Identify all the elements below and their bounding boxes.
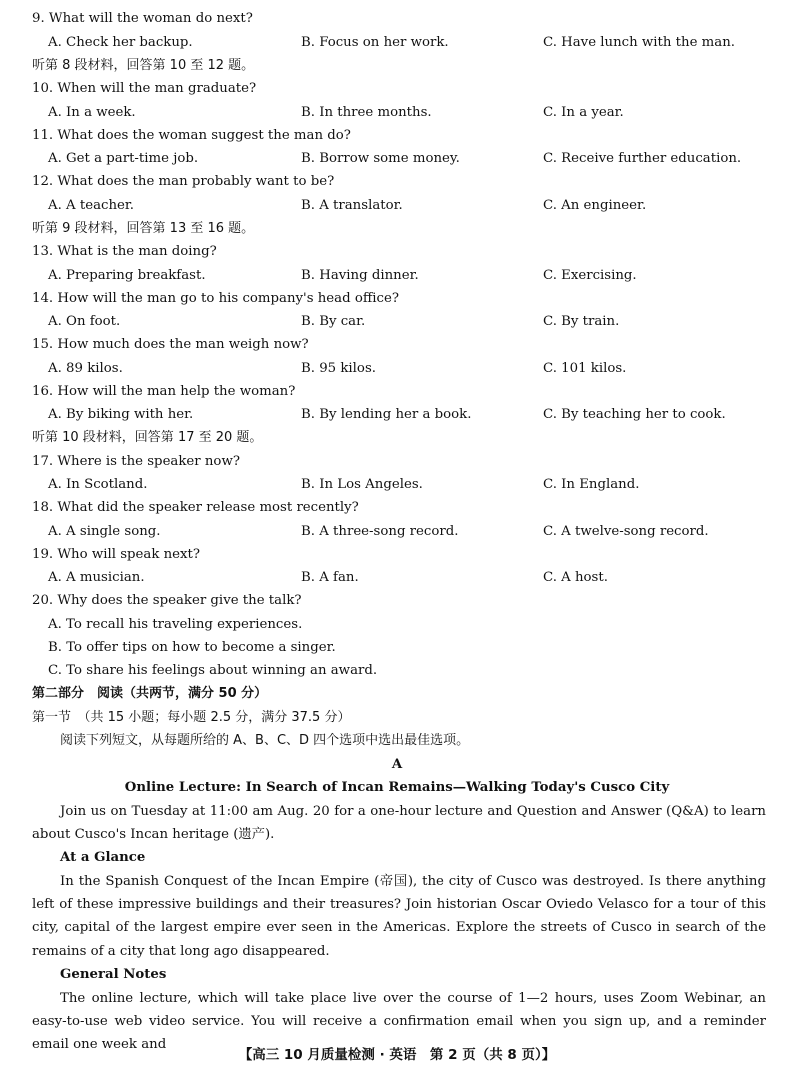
q18-option-b: B. A three-song record. [301, 524, 459, 539]
q17-option-a: A. In Scotland. [48, 477, 148, 492]
general-notes-heading: General Notes [60, 967, 167, 982]
q16-option-b: B. By lending her a book. [301, 407, 472, 422]
question-16: 16. How will the man help the woman? [32, 384, 296, 399]
q18-option-a: A. A single song. [48, 524, 161, 539]
section-one-title: 第一节 （共 15 小题；每小题 2.5 分，满分 37.5 分） [32, 710, 351, 725]
q20-option-c: C. To share his feelings about winning an award. [48, 663, 378, 678]
question-10: 10. When will the man graduate? [32, 81, 257, 96]
q11-option-a: A. Get a part-time job. [48, 151, 199, 166]
at-a-glance-heading: At a Glance [60, 850, 146, 865]
q19-option-b: B. A fan. [301, 570, 359, 585]
q17-option-b: B. In Los Angeles. [301, 477, 423, 492]
passage-letter: A [391, 757, 403, 772]
q12-option-b: B. A translator. [301, 198, 403, 213]
q11-option-b: B. Borrow some money. [301, 151, 460, 166]
q16-option-c: C. By teaching her to cook. [543, 407, 726, 422]
passage-intro: Join us on Tuesday at 11:00 am Aug. 20 for a one-hour lecture and Question and Answer (Q&A) to learn about Cusco's Incan heritage (遗产). [32, 804, 766, 843]
q13-option-c: C. Exercising. [543, 268, 637, 283]
q20-option-a: A. To recall his traveling experiences. [48, 617, 303, 632]
q14-option-a: A. On foot. [48, 314, 121, 329]
q10-option-c: C. In a year. [543, 105, 624, 120]
q11-option-c: C. Receive further education. [543, 151, 742, 166]
section-header-10: 听第 10 段材料，回答第 17 至 20 题。 [32, 430, 263, 445]
q20-option-b: B. To offer tips on how to become a singer. [48, 640, 336, 655]
question-13: 13. What is the man doing? [32, 244, 217, 259]
q10-option-b: B. In three months. [301, 105, 432, 120]
question-17: 17. Where is the speaker now? [32, 454, 240, 469]
reading-instruction: 阅读下列短文，从每题所给的 A、B、C、D 四个选项中选出最佳选项。 [60, 733, 470, 748]
q14-option-b: B. By car. [301, 314, 366, 329]
q19-option-a: A. A musician. [48, 570, 145, 585]
section-header-8: 听第 8 段材料，回答第 10 至 12 题。 [32, 58, 255, 73]
q16-option-a: A. By biking with her. [48, 407, 194, 422]
question-12: 12. What does the man probably want to be? [32, 174, 335, 189]
q9-option-a: A. Check her backup. [48, 35, 193, 50]
question-19: 19. Who will speak next? [32, 547, 201, 562]
q18-option-c: C. A twelve-song record. [543, 524, 709, 539]
q17-option-c: C. In England. [543, 477, 640, 492]
at-a-glance-text: In the Spanish Conquest of the Incan Empire (帝国), the city of Cusco was destroyed. Is there anything left of these impressive buildings and their treasures? Join historian Oscar Oviedo Velasco for a tour of this city, capital of the largest empire ever seen in the Americas. Explore the streets of Cusco in search of the remains of a city that long ago disappeared. [32, 874, 766, 959]
q15-option-c: C. 101 kilos. [543, 361, 627, 376]
question-11: 11. What does the woman suggest the man do? [32, 128, 351, 143]
general-notes-text: The online lecture, which will take place live over the course of 1—2 hours, uses Zoom Webinar, an easy-to-use web video service. You will receive a confirmation email when you sign up, and a reminder email one week and [32, 991, 766, 1053]
page-footer: 【高三 10 月质量检测 · 英语 第 2 页（共 8 页）】 [238, 1047, 556, 1063]
q12-option-c: C. An engineer. [543, 198, 647, 213]
q14-option-c: C. By train. [543, 314, 620, 329]
q19-option-c: C. A host. [543, 570, 608, 585]
q13-option-b: B. Having dinner. [301, 268, 419, 283]
q10-option-a: A. In a week. [48, 105, 136, 120]
question-9: 9. What will the woman do next? [32, 11, 253, 26]
part-two-title: 第二部分 阅读（共两节，满分 50 分） [32, 686, 268, 701]
q9-option-c: C. Have lunch with the man. [543, 35, 735, 50]
question-18: 18. What did the speaker release most recently? [32, 500, 359, 515]
q13-option-a: A. Preparing breakfast. [48, 268, 206, 283]
q15-option-b: B. 95 kilos. [301, 361, 376, 376]
question-20: 20. Why does the speaker give the talk? [32, 593, 302, 608]
q9-option-b: B. Focus on her work. [301, 35, 449, 50]
section-header-9: 听第 9 段材料，回答第 13 至 16 题。 [32, 221, 255, 236]
q12-option-a: A. A teacher. [48, 198, 135, 213]
question-14: 14. How will the man go to his company's head office? [32, 291, 399, 306]
q15-option-a: A. 89 kilos. [48, 361, 123, 376]
passage-title: Online Lecture: In Search of Incan Remains—Walking Today's Cusco City [124, 780, 670, 795]
question-15: 15. How much does the man weigh now? [32, 337, 309, 352]
